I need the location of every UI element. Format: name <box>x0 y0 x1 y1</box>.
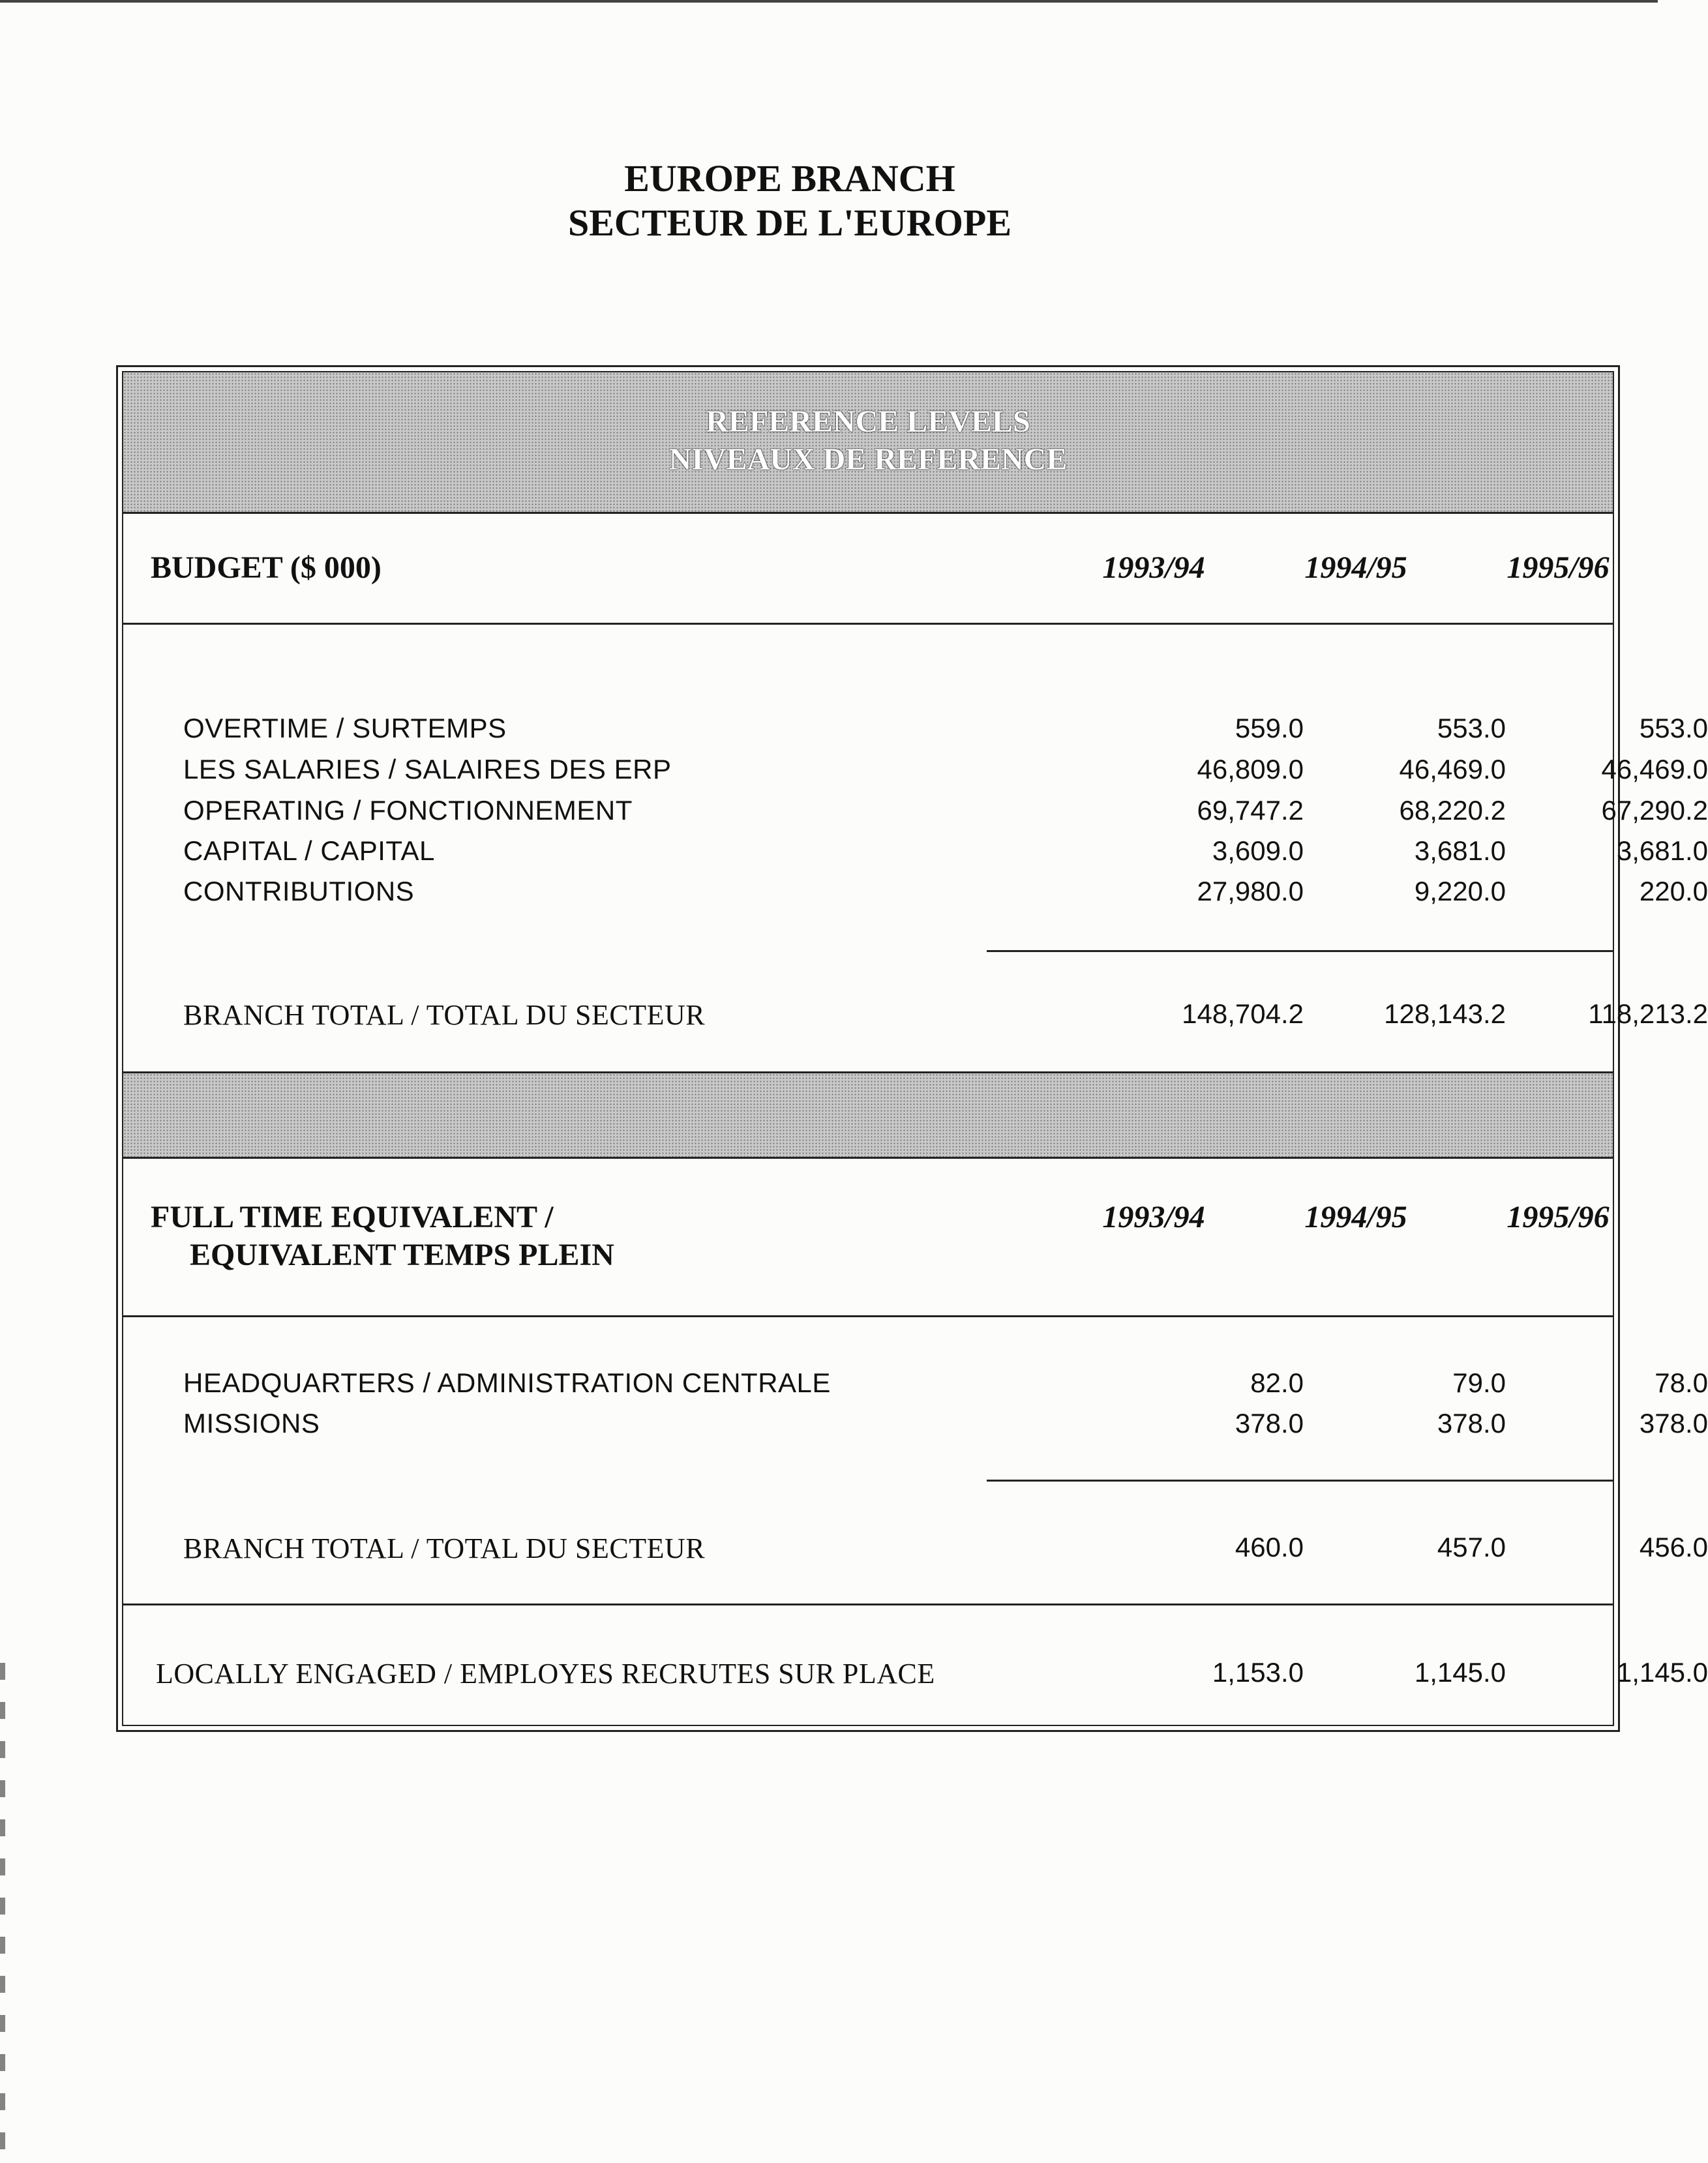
fte-row-label: MISSIONS <box>183 1408 320 1439</box>
budget-row-value: 220.0 <box>1639 876 1708 906</box>
fte-row-value: 78.0 <box>1655 1367 1708 1398</box>
budget-row-value: 68,220.2 <box>1399 795 1506 826</box>
locally-engaged-value: 1,145.0 <box>1414 1657 1506 1688</box>
budget-year-1: 1993/94 <box>1102 550 1205 585</box>
budget-row-value: 27,980.0 <box>1197 876 1304 906</box>
fte-total-value: 456.0 <box>1639 1532 1708 1562</box>
fte-row-value: 378.0 <box>1235 1408 1304 1439</box>
fte-year-3: 1995/96 <box>1506 1200 1610 1234</box>
fte-subtotal-rule <box>987 1480 1613 1482</box>
budget-row-label: OVERTIME / SURTEMPS <box>183 713 507 743</box>
fte-row-value: 378.0 <box>1437 1408 1506 1439</box>
fte-heading-french: EQUIVALENT TEMPS PLEIN <box>190 1238 614 1272</box>
scan-top-edge <box>0 0 1658 3</box>
budget-row-label: CAPITAL / CAPITAL <box>183 835 435 866</box>
budget-row-value: 69,747.2 <box>1197 795 1304 826</box>
fte-row-value: 82.0 <box>1250 1367 1304 1398</box>
document-subtitle: SECTEUR DE L'EUROPE <box>567 201 1012 244</box>
budget-row-label: CONTRIBUTIONS <box>183 876 415 906</box>
budget-row-label: LES SALARIES / SALAIRES DES ERP <box>183 754 672 784</box>
budget-row-value: 9,220.0 <box>1414 876 1506 906</box>
budget-year-2: 1994/95 <box>1304 550 1407 585</box>
budget-row-value: 3,681.0 <box>1616 835 1708 866</box>
fte-header-divider <box>123 1315 1613 1317</box>
locally-engaged-label: LOCALLY ENGAGED / EMPLOYES RECRUTES SUR PLACE <box>156 1658 935 1690</box>
budget-row-label: OPERATING / FONCTIONNEMENT <box>183 795 633 826</box>
budget-row-value: 46,809.0 <box>1197 754 1304 784</box>
budget-row-value: 46,469.0 <box>1399 754 1506 784</box>
document-title: EUROPE BRANCH <box>624 157 955 200</box>
budget-subtotal-rule <box>987 950 1613 952</box>
fte-heading: FULL TIME EQUIVALENT / <box>151 1200 554 1234</box>
budget-row-value: 553.0 <box>1437 713 1506 743</box>
fte-year-2: 1994/95 <box>1304 1200 1407 1234</box>
reference-levels-table <box>116 365 1708 1732</box>
locally-engaged-value: 1,145.0 <box>1616 1657 1708 1688</box>
budget-total-label: BRANCH TOTAL / TOTAL DU SECTEUR <box>183 999 706 1031</box>
scan-left-edge <box>0 1663 5 2158</box>
reference-title: REFERENCE LEVELS <box>706 404 1030 439</box>
reference-subtitle: NIVEAUX DE REFERENCE <box>668 442 1068 477</box>
fte-total-value: 460.0 <box>1235 1532 1304 1562</box>
budget-row-value: 67,290.2 <box>1601 795 1708 826</box>
fte-total-label: BRANCH TOTAL / TOTAL DU SECTEUR <box>183 1532 706 1564</box>
fte-row-value: 378.0 <box>1639 1408 1708 1439</box>
budget-row-value: 46,469.0 <box>1601 754 1708 784</box>
budget-row-value: 3,609.0 <box>1212 835 1304 866</box>
reference-header-band <box>123 372 1613 514</box>
budget-total-value: 118,213.2 <box>1588 998 1708 1029</box>
locally-engaged-divider <box>123 1604 1613 1605</box>
table-inner-border <box>122 371 1708 1726</box>
budget-total-value: 128,143.2 <box>1384 998 1506 1029</box>
budget-row-value: 3,681.0 <box>1414 835 1506 866</box>
budget-row-value: 553.0 <box>1639 713 1708 743</box>
fte-row-value: 79.0 <box>1452 1367 1506 1398</box>
section-separator-band <box>123 1071 1613 1159</box>
fte-year-1: 1993/94 <box>1102 1200 1205 1234</box>
fte-total-value: 457.0 <box>1437 1532 1506 1562</box>
budget-total-value: 148,704.2 <box>1182 998 1304 1029</box>
budget-year-3: 1995/96 <box>1506 550 1610 585</box>
budget-heading: BUDGET ($ 000) <box>151 550 382 585</box>
budget-header-divider <box>123 623 1613 625</box>
locally-engaged-value: 1,153.0 <box>1212 1657 1304 1688</box>
fte-row-label: HEADQUARTERS / ADMINISTRATION CENTRALE <box>183 1367 831 1398</box>
budget-row-value: 559.0 <box>1235 713 1304 743</box>
